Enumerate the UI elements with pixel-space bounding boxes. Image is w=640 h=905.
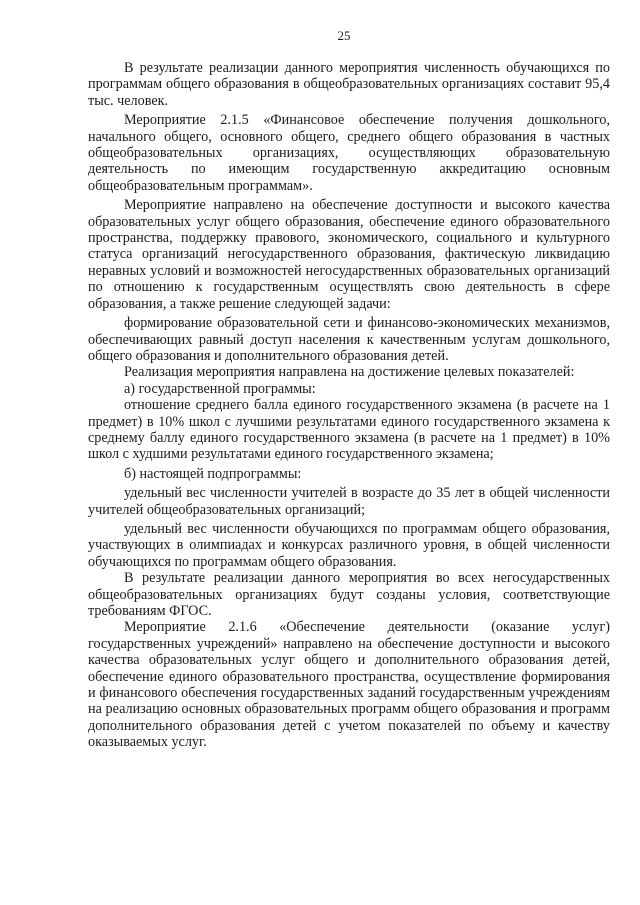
paragraph-exam-ratio: отношение среднего балла единого государственного экзамена (в расчете на 1 предмет) в 10% школ с лучшими результатами единого государственного экзамена к среднему баллу единого государственного экзамена (в расчете на 1 предмет) в 10% школ с худшими результатами единого государственного экзамена; bbox=[88, 397, 610, 463]
paragraph-measure-2-1-6: Мероприятие 2.1.6 «Обеспечение деятельности (оказание услуг) государственных учреждений» направлено на обеспечение доступности и высокого качества образовательных услуг общего и дополнительного образования детей, обеспечение единого образовательного пространства, осуществление формирования и финансового обеспечения государственных заданий государственным учреждениям на реализацию основных образовательных программ общего образования и программ дополнительного образования детей с учетом показателей по объему и качеству оказываемых услуг. bbox=[88, 619, 610, 751]
paragraph-measure-2-1-5: Мероприятие 2.1.5 «Финансовое обеспечение получения дошкольного, начального общего, основного общего, среднего общего образования в частных общеобразовательных организациях, осуществляющих образовательную деятельность по имеющим государственную аккредитацию основным общеобразовательным программам». bbox=[88, 112, 610, 194]
paragraph-state-program: а) государственной программы: bbox=[124, 380, 316, 397]
paragraph-olympiads: удельный вес численности обучающихся по программам общего образования, участвующих в олимпиадах и конкурсах различного уровня, в общей численности обучающихся по программам общего образования. bbox=[88, 520, 610, 570]
paragraph-targets-intro: Реализация мероприятия направлена на достижение целевых показателей: bbox=[124, 364, 575, 381]
paragraph-task: формирование образовательной сети и финансово-экономических механизмов, обеспечивающих равный доступ населения к качественным услугам дошкольного, общего образования и дополнительного образования детей. bbox=[88, 315, 610, 364]
paragraph-result-count: В результате реализации данного мероприятия численность обучающихся по программам общего образования в общеобразовательных организациях составит 95,4 тыс. человек. bbox=[88, 60, 610, 109]
paragraph-young-teachers: удельный вес численности учителей в возрасте до 35 лет в общей численности учителей общеобразовательных организаций; bbox=[88, 485, 610, 518]
paragraph-subprogram: б) настоящей подпрограммы: bbox=[124, 465, 302, 482]
paragraph-measure-purpose: Мероприятие направлено на обеспечение доступности и высокого качества образовательных услуг общего образования, обеспечение единого образовательного пространства, поддержку правового, экономического, социального и культурного статуса организаций негосударственного образования, фактическую ликвидацию неравных условий и возможностей негосударственных образовательных организаций по отношению к государственным осуществлять свою деятельность в сфере образования, а также решение следующей задачи: bbox=[88, 197, 610, 312]
paragraph-fgos-conditions: В результате реализации данного мероприятия во всех негосударственных общеобразовательных организациях будут созданы условия, соответствующие требованиям ФГОС. bbox=[88, 570, 610, 619]
page-number: 25 bbox=[337, 28, 351, 43]
